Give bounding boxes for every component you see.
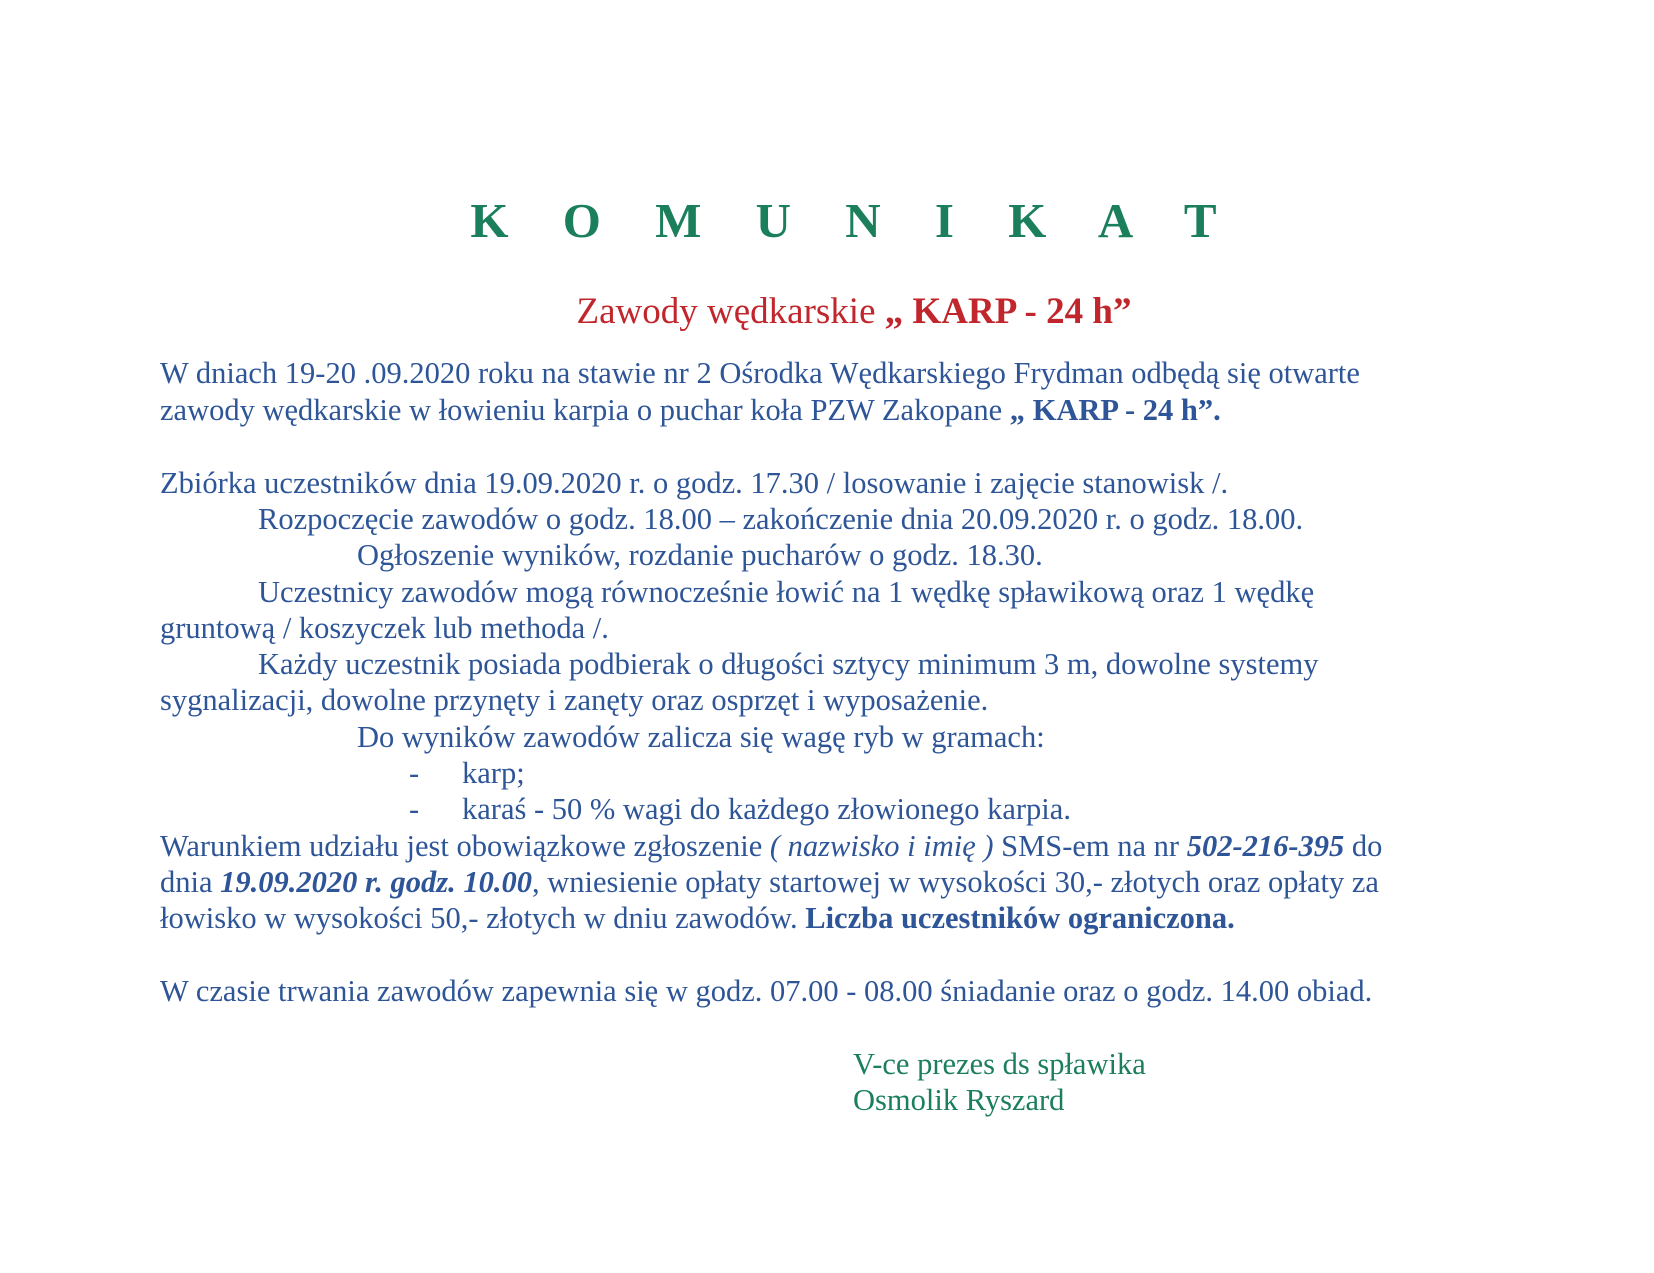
registration-text: Warunkiem udziału jest obowiązkowe zgłoszenie bbox=[160, 829, 770, 863]
registration-text: dnia bbox=[160, 865, 221, 899]
gathering-line: Zbiórka uczestników dnia 19.09.2020 r. o godz. 17.30 / losowanie i zajęcie stanowisk /. bbox=[160, 466, 1229, 500]
weight-intro-line: Do wyników zawodów zalicza się wagę ryb w gramach: bbox=[357, 720, 1045, 754]
meals-line: W czasie trwania zawodów zapewnia się w godz. 07.00 - 08.00 śniadanie oraz o godz. 14.00 obiad. bbox=[160, 974, 1373, 1008]
signature-name: Osmolik Ryszard bbox=[853, 1083, 1065, 1117]
document-title: K O M U N I K A T bbox=[470, 193, 1238, 248]
gear-line-2: sygnalizacji, dowolne przynęty i zanęty oraz osprzęt i wyposażenie. bbox=[160, 683, 989, 717]
signature-role: V-ce prezes ds spławika bbox=[853, 1047, 1146, 1081]
registration-name-hint: ( nazwisko i imię ) bbox=[769, 829, 994, 863]
registration-text: , wniesienie opłaty startowej w wysokości 30,- złotych oraz opłaty za bbox=[531, 865, 1379, 899]
phone-number: 502-216-395 bbox=[1186, 829, 1345, 863]
registration-deadline: 19.09.2020 r. godz. 10.00 bbox=[220, 865, 532, 899]
intro-line-1: W dniach 19-20 .09.2020 roku na stawie nr 2 Ośrodka Wędkarskiego Frydman odbędą się otwarte bbox=[160, 356, 1360, 390]
rods-line-2: gruntową / koszyczek lub methoda /. bbox=[160, 611, 609, 645]
subtitle-event-name: „ KARP - 24 h” bbox=[884, 291, 1132, 332]
list-item-dash: - bbox=[409, 792, 420, 826]
registration-text: łowisko w wysokości 50,- złotych w dniu zawodów. bbox=[160, 901, 806, 935]
subtitle-prefix: Zawody wędkarskie bbox=[576, 291, 885, 332]
list-item-karp: karp; bbox=[462, 756, 525, 790]
registration-text: do bbox=[1344, 829, 1383, 863]
list-item-karas: karaś - 50 % wagi do każdego złowionego karpia. bbox=[462, 792, 1071, 826]
intro-line-2 bbox=[160, 391, 1221, 429]
list-item-dash: - bbox=[409, 756, 420, 790]
registration-line-2 bbox=[160, 863, 1379, 901]
registration-line-3 bbox=[160, 899, 1235, 937]
registration-text: SMS-em na nr bbox=[993, 829, 1187, 863]
start-line: Rozpoczęcie zawodów o godz. 18.00 – zakończenie dnia 20.09.2020 r. o godz. 18.00. bbox=[258, 502, 1304, 536]
intro-event-name: „ KARP - 24 h”. bbox=[1009, 393, 1221, 427]
participant-limit: Liczba uczestników ograniczona. bbox=[805, 901, 1235, 935]
gear-line-1: Każdy uczestnik posiada podbierak o długości sztycy minimum 3 m, dowolne systemy bbox=[258, 647, 1319, 681]
rods-line-1: Uczestnicy zawodów mogą równocześnie łowić na 1 wędkę spławikową oraz 1 wędkę bbox=[258, 575, 1315, 609]
event-subtitle bbox=[0, 290, 1654, 334]
results-line: Ogłoszenie wyników, rozdanie pucharów o godz. 18.30. bbox=[357, 538, 1043, 572]
registration-line-1 bbox=[160, 827, 1382, 865]
intro-line-2-text: zawody wędkarskie w łowieniu karpia o puchar koła PZW Zakopane bbox=[160, 393, 1010, 427]
